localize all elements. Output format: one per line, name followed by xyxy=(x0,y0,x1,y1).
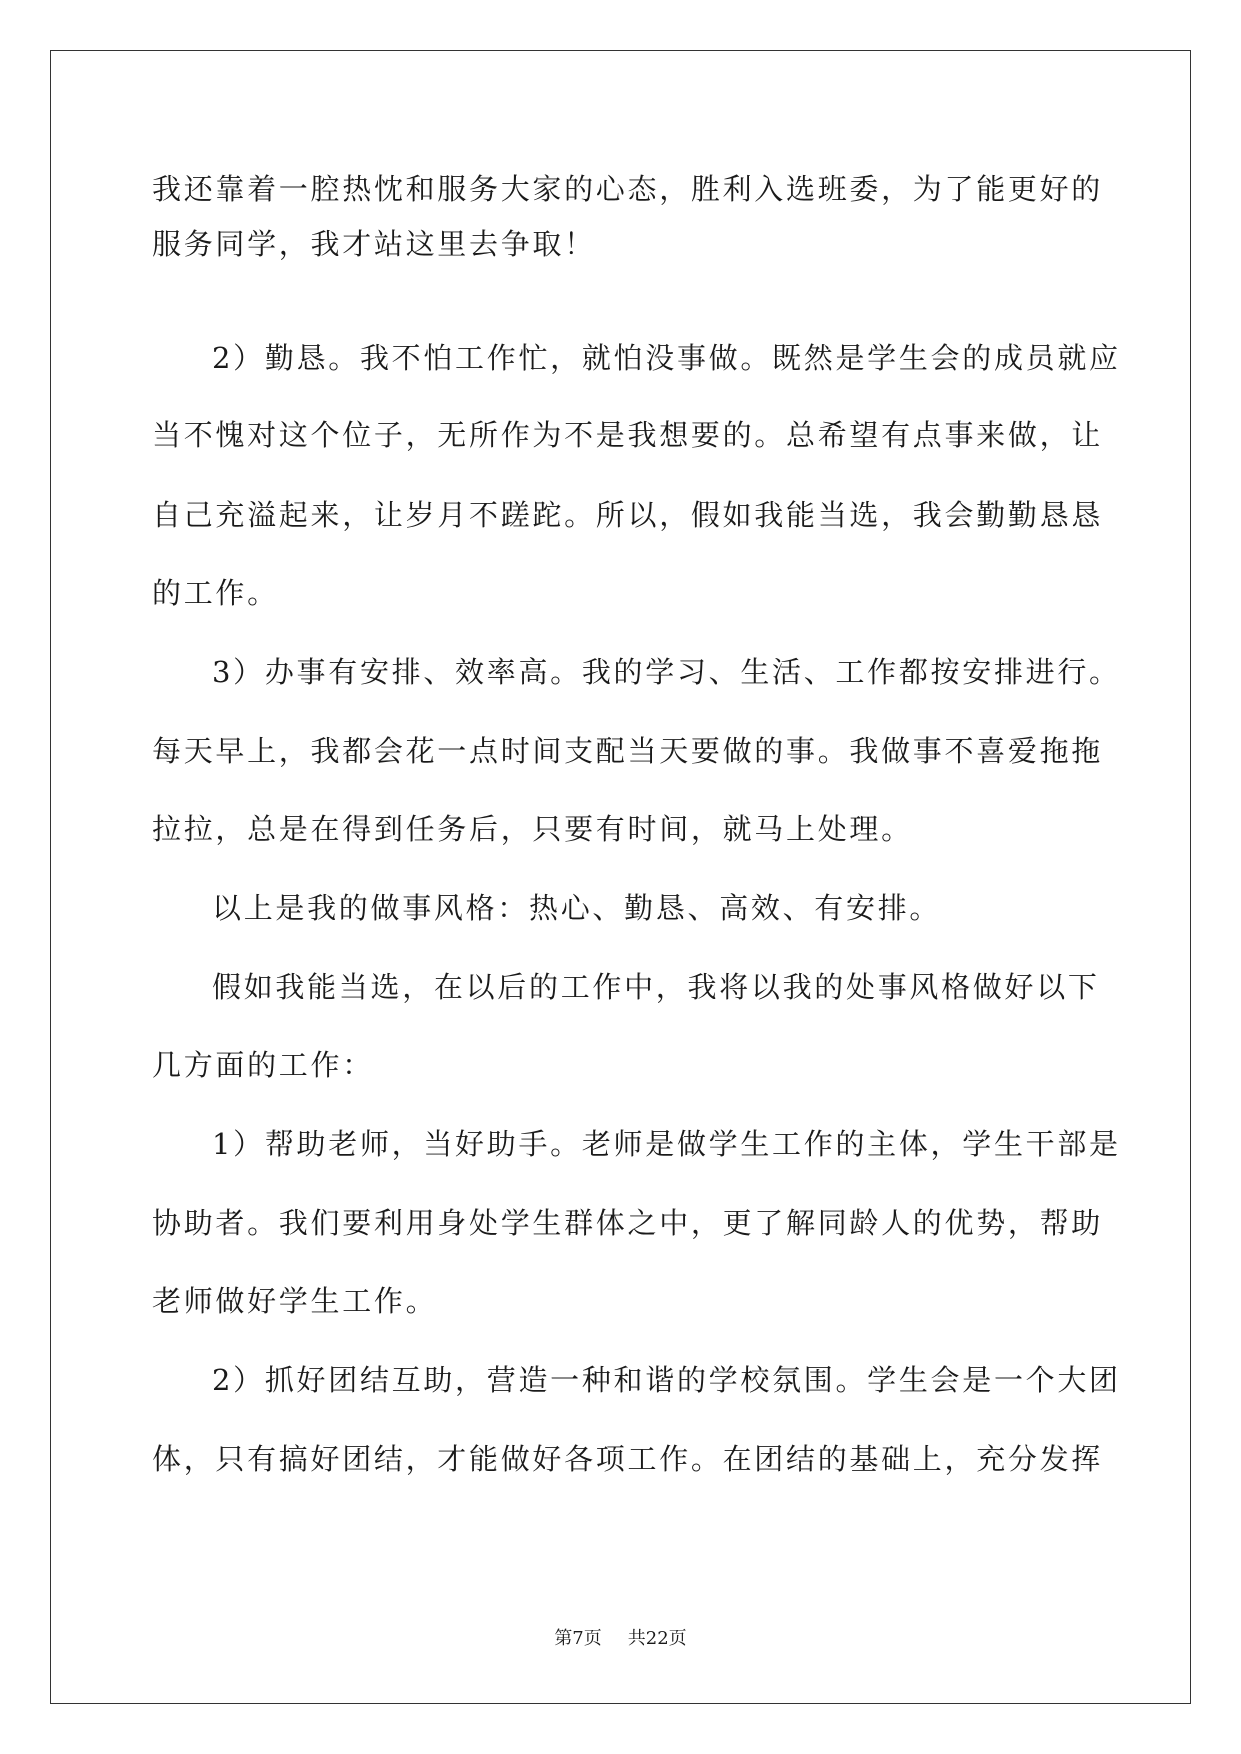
current-page-number: 第7页 xyxy=(554,1628,602,1649)
text-line: 每天早上，我都会花一点时间支配当天要做的事。我做事不喜爱拖拖 xyxy=(152,734,1104,768)
text-line: 我还靠着一腔热忱和服务大家的心态，胜利入选班委，为了能更好的 xyxy=(152,172,1104,206)
page-footer xyxy=(0,1627,1241,1651)
text-line: 自己充溢起来，让岁月不蹉跎。所以，假如我能当选，我会勤勤恳恳 xyxy=(152,498,1104,532)
text-line: 体，只有搞好团结，才能做好各项工作。在团结的基础上，充分发挥 xyxy=(152,1442,1104,1476)
text-line: 的工作。 xyxy=(152,576,279,610)
text-line: 拉拉，总是在得到任务后，只要有时间，就马上处理。 xyxy=(152,812,913,846)
text-line: 3）办事有安排、效率高。我的学习、生活、工作都按安排进行。 xyxy=(212,655,1121,689)
text-line: 2）勤恳。我不怕工作忙，就怕没事做。既然是学生会的成员就应 xyxy=(212,341,1121,375)
text-line: 2）抓好团结互助，营造一种和谐的学校氛围。学生会是一个大团 xyxy=(212,1363,1121,1397)
text-line: 几方面的工作： xyxy=(152,1048,374,1082)
text-line: 协助者。我们要利用身处学生群体之中，更了解同龄人的优势，帮助 xyxy=(152,1206,1104,1240)
text-line: 1）帮助老师，当好助手。老师是做学生工作的主体，学生干部是 xyxy=(212,1127,1121,1161)
text-line: 服务同学，我才站这里去争取！ xyxy=(152,227,596,261)
total-page-count: 共22页 xyxy=(627,1628,687,1649)
text-line: 当不愧对这个位子，无所作为不是我想要的。总希望有点事来做，让 xyxy=(152,418,1104,452)
text-line: 老师做好学生工作。 xyxy=(152,1284,438,1318)
text-line: 假如我能当选，在以后的工作中，我将以我的处事风格做好以下 xyxy=(212,970,1100,1004)
text-line: 以上是我的做事风格：热心、勤恳、高效、有安排。 xyxy=(212,891,942,925)
